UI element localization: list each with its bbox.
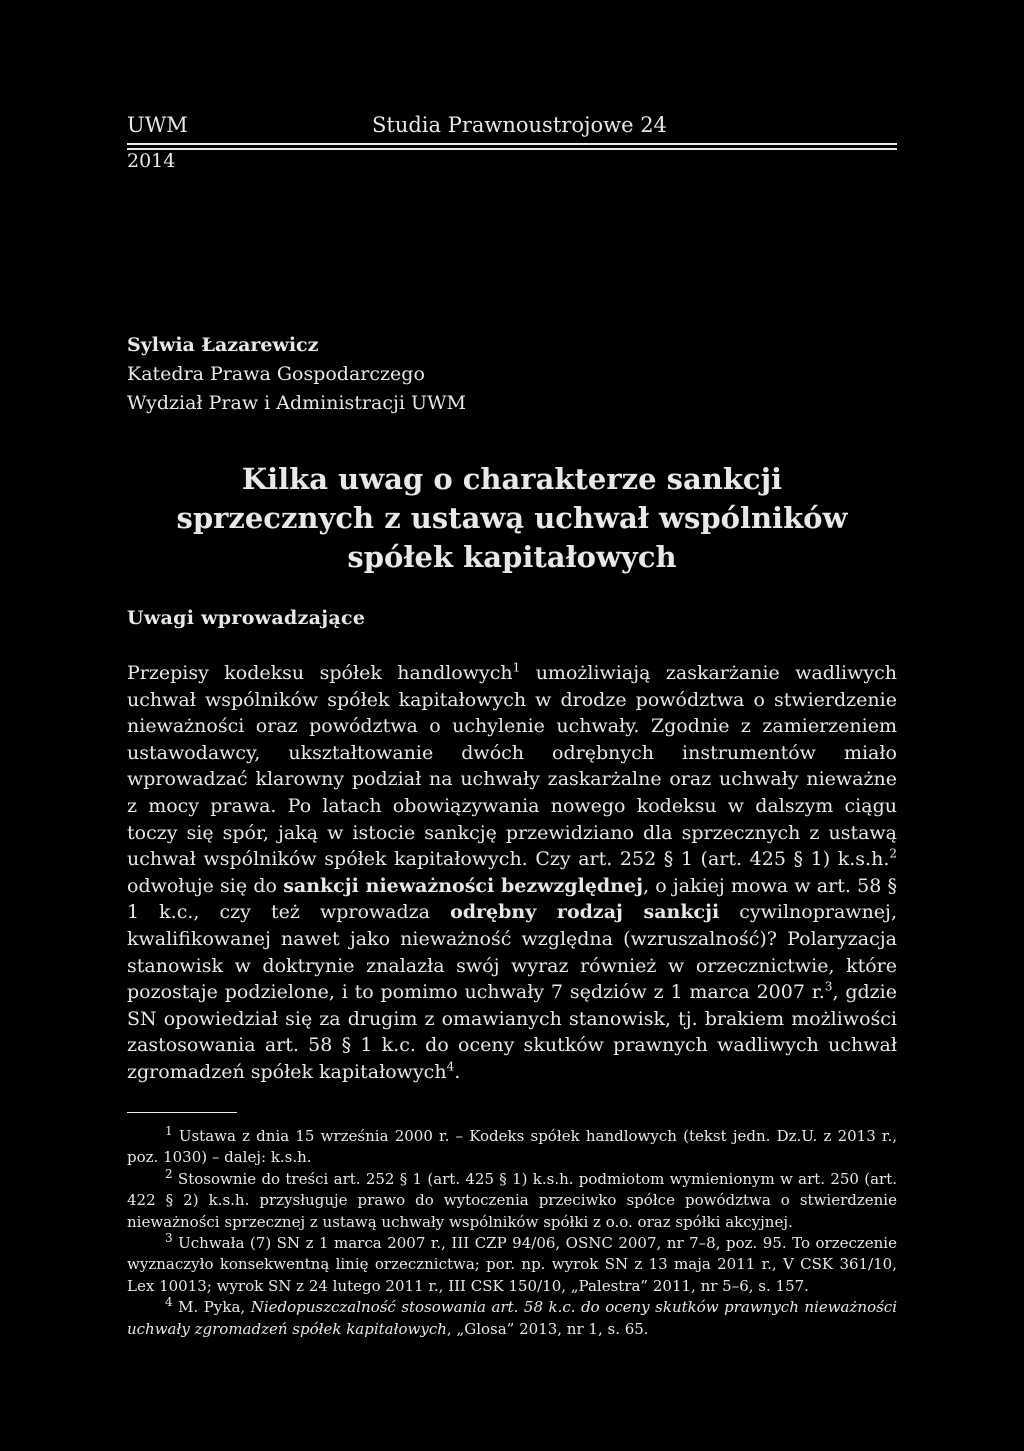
body-paragraph	[127, 660, 897, 1086]
footnote-ref-4: 4	[446, 1059, 455, 1074]
author-faculty: Wydział Praw i Administracji UWM	[127, 392, 466, 414]
body-text: , o jakiej mowa w art. 58 § 1 k.c., czy też wprowadza	[127, 874, 897, 924]
author-block	[127, 331, 466, 418]
author-name: Sylwia Łazarewicz	[127, 334, 319, 356]
footnote-number: 2	[165, 1166, 173, 1181]
footnote-number: 1	[165, 1124, 173, 1138]
footnote-text: , „Glosa” 2013, nr 1, s. 65.	[446, 1319, 649, 1338]
body-text: .	[454, 1060, 461, 1083]
footnote-1	[127, 1126, 897, 1169]
footnote-text: Stosownie do treści art. 252 § 1 (art. 425 § 1) k.s.h. podmiotom wymienionym w art. 250 (art. 422 § 2) k.s.h. przysługuje prawo do wytoczenia przeciwko spółce powództwa o stwierdzenie nieważności sprzecznej z ustawą uchwały wspólników spółki z o.o. oraz spółki akcyjnej.	[127, 1169, 897, 1231]
title-line-1: Kilka uwag o charakterze sankcji	[241, 462, 783, 496]
footnote-text: M. Pyka,	[172, 1298, 251, 1317]
footnote-ref-2: 2	[889, 846, 897, 861]
footnote-text: Ustawa z dnia 15 września 2000 r. – Kodeks spółek handlowych (tekst jedn. Dz.U. z 2013 r., poz. 1030) – dalej: k.s.h.	[127, 1127, 897, 1167]
article-title	[127, 460, 897, 577]
publisher-label: UWM	[127, 113, 188, 137]
footnote-text: Uchwała (7) SN z 1 marca 2007 r., III CZP 94/06, OSNC 2007, nr 7–8, poz. 95. To orzeczenie wyznaczyło konsekwentną linię orzecznictwa; por. np. wyrok SN z 13 maja 2011 r., V CSK 361/10, Lex 10013; wyrok SN z 24 lutego 2011 r., III CSK 150/10, „Palestra” 2011, nr 5–6, s. 157.	[127, 1234, 897, 1295]
author-department: Katedra Prawa Gospodarczego	[127, 363, 425, 385]
emphasis-bold: odrębny rodzaj sankcji	[450, 901, 720, 924]
body-text: cywilnoprawnej, kwalifikowanej nawet jako nieważność względna (wzruszalność)? Polaryzacja stanowisk w doktrynie znalazła swój wyraz również w orzecznictwie, które pozostaje podzielone, i to pomimo uchwały 7 sędziów z 1 marca 2007 r.	[127, 901, 897, 1004]
journal-title: Studia Prawnoustrojowe 24	[372, 113, 667, 137]
footnote-ref-1: 1	[512, 660, 521, 675]
body-text: umożliwiają zaskarżanie wadliwych uchwał wspólników spółek kapitałowych w drodze powództwa o stwierdzenie nieważności oraz powództwa o uchylenie uchwały. Zgodnie z zamierzeniem ustawodawcy, ukształtowanie dwóch odrębnych instrumentów miało wprowadzać klarowny podział na uchwały zaskarżalne oraz uchwały nieważne z mocy prawa. Po latach obowiązywania nowego kodeksu w dalszym ciągu toczy się spór, jaką w istocie sankcję przewidziano dla sprzecznych z ustawą uchwał wspólników spółek kapitałowych. Czy art. 252 § 1 (art. 425 § 1) k.s.h.	[127, 662, 897, 871]
footnote-number: 4	[165, 1295, 173, 1310]
footnote-separator	[127, 1112, 237, 1113]
header-rule-top	[127, 143, 897, 145]
body-text: odwołuje się do	[127, 874, 284, 897]
emphasis-bold: sankcji nieważności bezwzględnej	[283, 874, 643, 897]
title-line-3: spółek kapitałowych	[347, 540, 677, 574]
section-heading: Uwagi wprowadzające	[127, 607, 366, 629]
title-line-2: sprzecznych z ustawą uchwał wspólników	[176, 501, 848, 535]
footnote-3	[127, 1233, 897, 1297]
footnote-ref-3: 3	[824, 979, 833, 994]
footnote-number: 3	[165, 1231, 173, 1246]
footnote-italic-title: Niedopuszczalność stosowania art. 58 k.c. do oceny skutków prawnych nieważności uchwały zgromadzeń spółek kapitałowych	[127, 1298, 897, 1338]
body-text: , gdzie SN opowiedział się za drugim z omawianych stanowisk, tj. brakiem możliwości zastosowania art. 58 § 1 k.c. do oceny skutków prawnych wadliwych uchwał zgromadzeń spółek kapitałowych	[127, 981, 897, 1083]
body-text: Przepisy kodeksu spółek handlowych	[127, 662, 513, 684]
publication-year: 2014	[127, 150, 176, 172]
footnote-4	[127, 1297, 897, 1340]
footnotes	[127, 1126, 897, 1340]
header-rule-bottom	[127, 148, 897, 150]
footnote-2	[127, 1166, 897, 1233]
